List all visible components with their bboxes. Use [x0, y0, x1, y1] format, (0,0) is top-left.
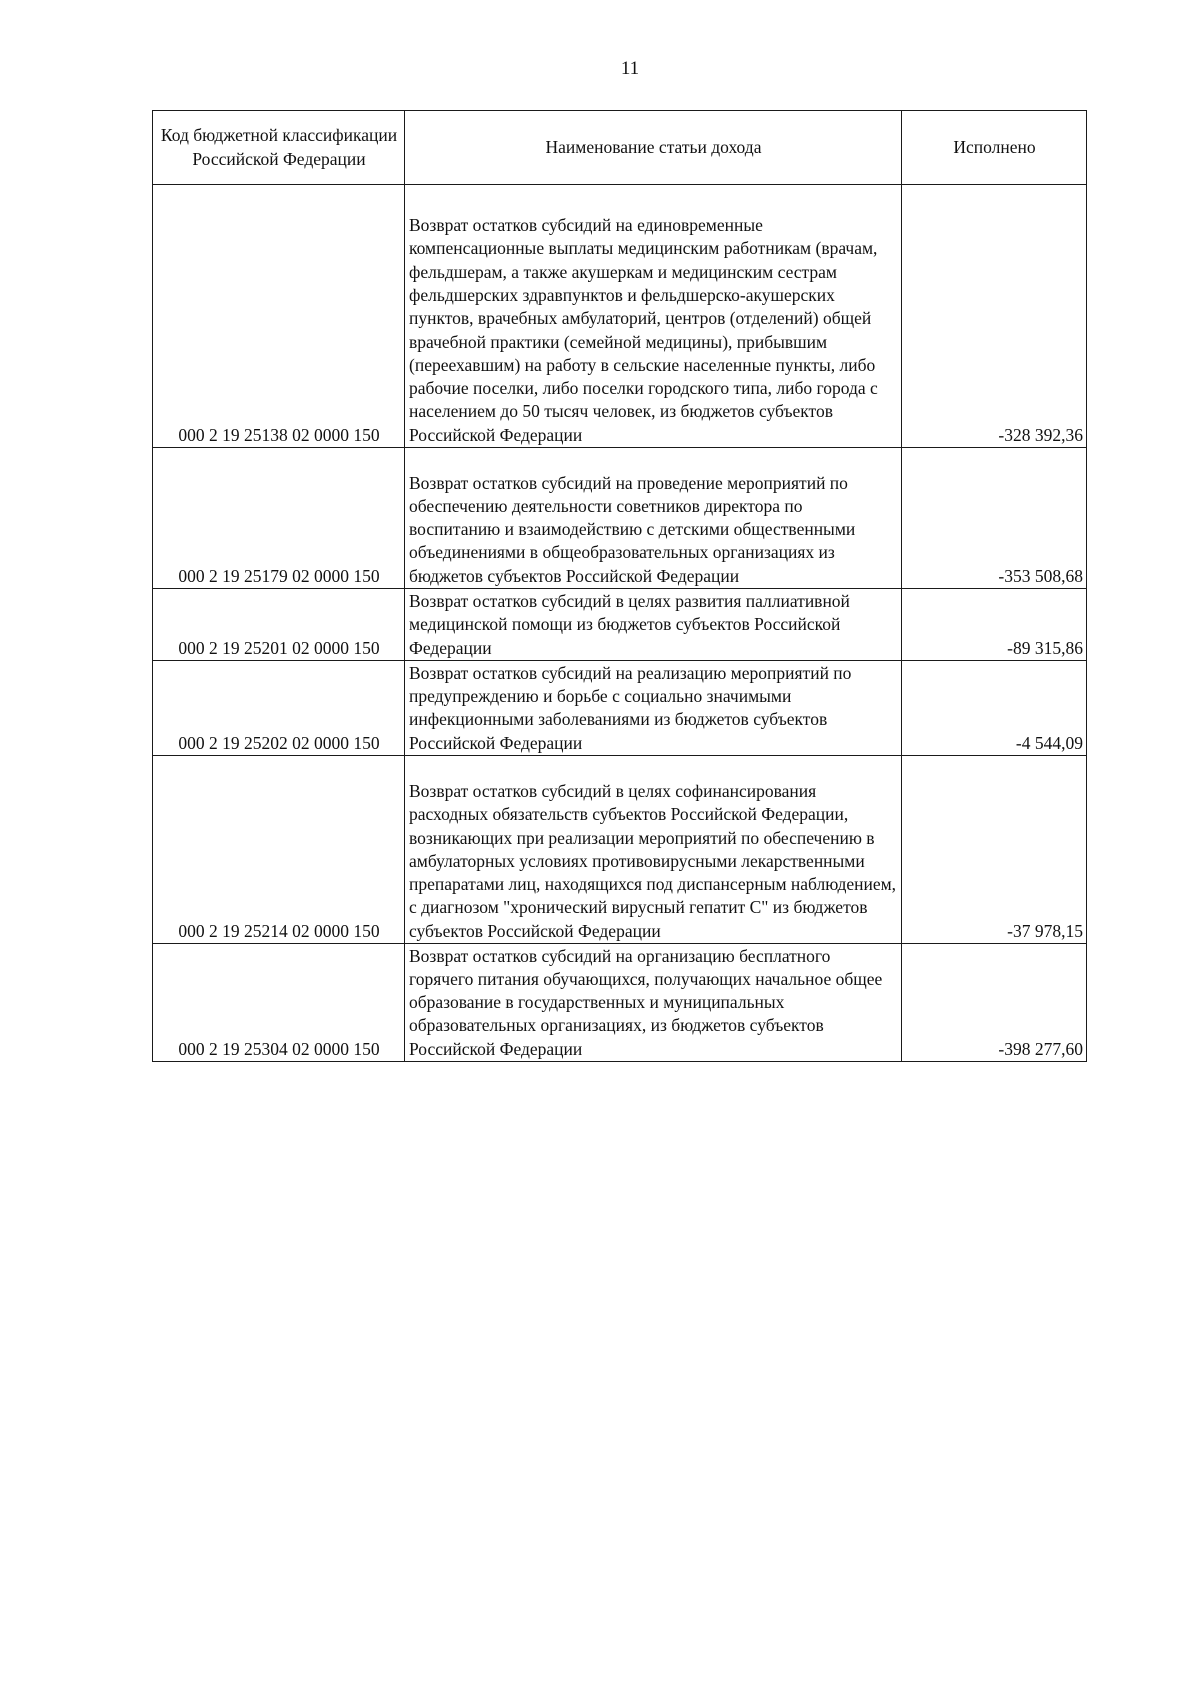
- header-name: Наименование статьи дохода: [405, 111, 902, 185]
- table-row: [153, 448, 1087, 589]
- row-code: 000 2 19 25138 02 0000 150: [153, 185, 405, 448]
- revenue-table: [152, 110, 1087, 1062]
- row-name: Возврат остатков субсидий в целях развития паллиативной медицинской помощи из бюджетов субъектов Российской Федерации: [405, 589, 902, 661]
- row-code: 000 2 19 25202 02 0000 150: [153, 661, 405, 756]
- header-executed: Исполнено: [902, 111, 1087, 185]
- row-executed: -37 978,15: [902, 756, 1087, 944]
- table-row: [153, 589, 1087, 661]
- row-executed: -353 508,68: [902, 448, 1087, 589]
- row-executed: -398 277,60: [902, 944, 1087, 1062]
- row-name: Возврат остатков субсидий в целях софинансирования расходных обязательств субъектов Российской Федерации, возникающих при реализации мероприятий по обеспечению в амбулаторных условиях противовирусными лекарственными препаратами лиц, находящихся под диспансерным наблюдением, с диагнозом "хронический вирусный гепатит С" из бюджетов субъектов Российской Федерации: [405, 756, 902, 944]
- header-code: Код бюджетной классификации Российской Федерации: [153, 111, 405, 185]
- row-name: Возврат остатков субсидий на организацию бесплатного горячего питания обучающихся, получающих начальное общее образование в государственных и муниципальных образовательных организациях, из бюджетов субъектов Российской Федерации: [405, 944, 902, 1062]
- row-executed: -89 315,86: [902, 589, 1087, 661]
- row-code: 000 2 19 25304 02 0000 150: [153, 944, 405, 1062]
- row-executed: -328 392,36: [902, 185, 1087, 448]
- table-row: [153, 185, 1087, 448]
- page-number: 11: [620, 58, 640, 79]
- table-row: [153, 661, 1087, 756]
- row-name: Возврат остатков субсидий на проведение мероприятий по обеспечению деятельности советников директора по воспитанию и взаимодействию с детскими общественными объединениями в общеобразовательных организациях из бюджетов субъектов Российской Федерации: [405, 448, 902, 589]
- row-name: Возврат остатков субсидий на единовременные компенсационные выплаты медицинским работникам (врачам, фельдшерам, а также акушеркам и медицинским сестрам фельдшерских здравпунктов и фельдшерско-акушерских пунктов, врачебных амбулаторий, центров (отделений) общей врачебной практики (семейной медицины), прибывшим (переехавшим) на работу в сельские населенные пункты, либо рабочие поселки, либо поселки городского типа, либо города с населением до 50 тысяч человек, из бюджетов субъектов Российской Федерации: [405, 185, 902, 448]
- table-row: [153, 944, 1087, 1062]
- row-executed: -4 544,09: [902, 661, 1087, 756]
- table-header-row: [153, 111, 1087, 185]
- table-row: [153, 756, 1087, 944]
- row-code: 000 2 19 25214 02 0000 150: [153, 756, 405, 944]
- row-name: Возврат остатков субсидий на реализацию мероприятий по предупреждению и борьбе с социально значимыми инфекционными заболеваниями из бюджетов субъектов Российской Федерации: [405, 661, 902, 756]
- row-code: 000 2 19 25179 02 0000 150: [153, 448, 405, 589]
- row-code: 000 2 19 25201 02 0000 150: [153, 589, 405, 661]
